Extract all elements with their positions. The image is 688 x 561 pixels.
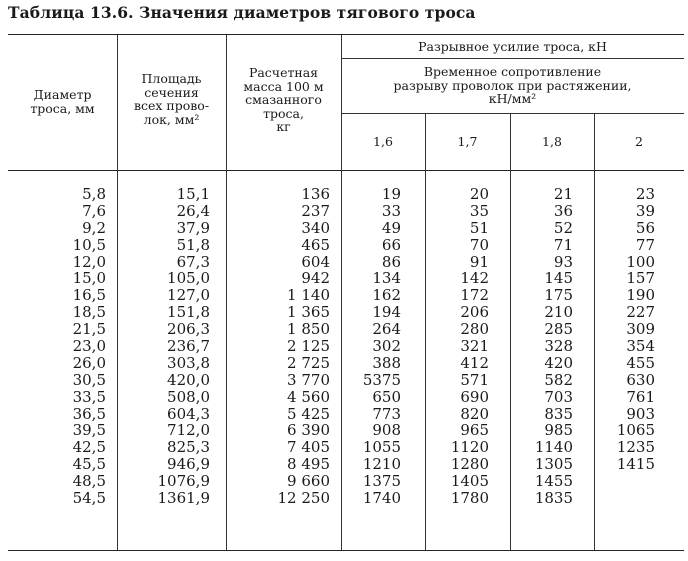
table-cell: 650 — [372, 387, 401, 406]
table-cell: 1455 — [534, 472, 573, 491]
table-cell: 35 — [469, 201, 489, 220]
table-cell: 835 — [544, 404, 573, 423]
table-cell: 1280 — [450, 455, 489, 474]
table-cell: 465 — [301, 235, 330, 254]
table-cell: 388 — [372, 353, 401, 372]
table-cell: 1055 — [362, 438, 401, 457]
table-cell: 1235 — [616, 438, 655, 457]
table-cell: 1210 — [362, 455, 401, 474]
table-cell: 965 — [460, 421, 489, 440]
table-cell: 285 — [544, 320, 573, 339]
header-strength-1-8: 1,8 — [542, 134, 562, 149]
table-cell: 151,8 — [167, 303, 210, 322]
header-strength-1-6: 1,6 — [373, 134, 393, 149]
table-cell: 21 — [553, 185, 573, 203]
table-cell: 321 — [460, 337, 489, 356]
column-force-2 — [594, 186, 655, 507]
table-cell: 8 495 — [287, 455, 330, 474]
table-cell: 340 — [301, 218, 330, 237]
table-cell: 42,5 — [72, 438, 106, 457]
header-tensile-strength: Временное сопротивление разрыву проволок при растяжении, кН/мм² — [393, 64, 632, 106]
table-cell: 455 — [626, 353, 655, 372]
table-cell: 582 — [544, 370, 573, 389]
table-cell: 942 — [301, 269, 330, 288]
table-cell: 1405 — [450, 472, 489, 491]
table-cell — [594, 490, 655, 507]
table-cell: 1740 — [362, 489, 401, 508]
table-cell: 37,9 — [176, 218, 210, 237]
group-header-rule — [341, 58, 684, 59]
header-strength-2: 2 — [635, 134, 643, 149]
table-cell: 303,8 — [167, 353, 210, 372]
table-cell: 237 — [301, 201, 330, 220]
table-cell: 52 — [553, 218, 573, 237]
table-cell: 825,3 — [167, 438, 210, 457]
table-cell: 508,0 — [167, 387, 210, 406]
table-cell: 36 — [553, 201, 573, 220]
table-cell: 19 — [381, 185, 401, 203]
table-cell: 328 — [544, 337, 573, 356]
table-cell: 127,0 — [167, 286, 210, 305]
table-cell: 15,1 — [176, 185, 210, 203]
table-cell: 145 — [544, 269, 573, 288]
header-area: Площадь сечения всех прово- лок, мм² — [133, 71, 210, 127]
table-cell: 1305 — [534, 455, 573, 474]
table-cell: 77 — [635, 235, 655, 254]
table-cell: 23 — [635, 185, 655, 203]
table-cell: 18,5 — [72, 303, 106, 322]
table-cell: 49 — [381, 218, 401, 237]
table-cell: 54,5 — [72, 489, 106, 508]
table-cell: 1 850 — [287, 320, 330, 339]
table-cell: 236,7 — [167, 337, 210, 356]
table-cell: 5,8 — [82, 185, 106, 203]
table-cell: 33,5 — [72, 387, 106, 406]
table-cell: 21,5 — [72, 320, 106, 339]
table-cell: 142 — [460, 269, 489, 288]
table-cell: 2 725 — [287, 353, 330, 372]
table-cell: 1120 — [450, 438, 489, 457]
table-cell: 604,3 — [167, 404, 210, 423]
table-cell: 206 — [460, 303, 489, 322]
table-cell: 1140 — [534, 438, 573, 457]
table-cell: 12,0 — [72, 252, 106, 271]
column-force-1-8 — [510, 186, 573, 507]
table-cell: 194 — [372, 303, 401, 322]
table-cell: 604 — [301, 252, 330, 271]
table-cell: 761 — [626, 387, 655, 406]
table-cell: 6 390 — [287, 421, 330, 440]
table-cell: 4 560 — [287, 387, 330, 406]
table-cell: 70 — [469, 235, 489, 254]
column-force-1-7 — [425, 186, 489, 507]
table-cell: 15,0 — [72, 269, 106, 288]
table-cell: 23,0 — [72, 337, 106, 356]
table-cell: 820 — [460, 404, 489, 423]
table-cell: 20 — [469, 185, 489, 203]
table-cell: 26,0 — [72, 353, 106, 372]
table-cell: 12 250 — [277, 489, 330, 508]
table-cell: 5375 — [362, 370, 401, 389]
table-cell: 420,0 — [167, 370, 210, 389]
table-cell: 302 — [372, 337, 401, 356]
table-cell: 51 — [469, 218, 489, 237]
table-cell: 100 — [626, 252, 655, 271]
table-cell: 10,5 — [72, 235, 106, 254]
table-cell: 903 — [626, 404, 655, 423]
table-cell: 2 125 — [287, 337, 330, 356]
top-rule — [8, 34, 684, 35]
table-cell: 1415 — [616, 455, 655, 474]
table-cell: 91 — [469, 252, 489, 271]
table-cell: 93 — [553, 252, 573, 271]
table-cell: 1375 — [362, 472, 401, 491]
table-cell: 712,0 — [167, 421, 210, 440]
table-cell: 56 — [635, 218, 655, 237]
table-cell: 9 660 — [287, 472, 330, 491]
table-cell: 86 — [381, 252, 401, 271]
table-cell: 1065 — [616, 421, 655, 440]
table-cell: 630 — [626, 370, 655, 389]
table-cell: 157 — [626, 269, 655, 288]
table-cell: 908 — [372, 421, 401, 440]
table-cell: 1780 — [450, 489, 489, 508]
column-force-1-6 — [341, 186, 401, 507]
table-cell: 175 — [544, 286, 573, 305]
table-cell: 3 770 — [287, 370, 330, 389]
table-cell: 1076,9 — [157, 472, 210, 491]
table-cell: 30,5 — [72, 370, 106, 389]
table-cell: 420 — [544, 353, 573, 372]
table-cell: 33 — [381, 201, 401, 220]
table-cell: 36,5 — [72, 404, 106, 423]
table-cell: 1 140 — [287, 286, 330, 305]
table-cell: 946,9 — [167, 455, 210, 474]
table-cell: 571 — [460, 370, 489, 389]
table-cell: 48,5 — [72, 472, 106, 491]
table-cell: 66 — [381, 235, 401, 254]
table-cell: 1361,9 — [157, 489, 210, 508]
table-cell: 45,5 — [72, 455, 106, 474]
table-cell: 985 — [544, 421, 573, 440]
table-cell: 280 — [460, 320, 489, 339]
table-cell: 7,6 — [82, 201, 106, 220]
table-cell: 26,4 — [176, 201, 210, 220]
header-rule — [8, 170, 684, 171]
table-caption: Таблица 13.6. Значения диаметров тягового троса — [8, 3, 476, 22]
table-cell: 1 365 — [287, 303, 330, 322]
column-diameter — [8, 186, 106, 507]
table-cell: 264 — [372, 320, 401, 339]
table-cell: 172 — [460, 286, 489, 305]
header-mass: Расчетная масса 100 м смазанного троса, кг — [243, 65, 324, 134]
subgroup-header-rule — [341, 113, 684, 114]
table-cell: 1835 — [534, 489, 573, 508]
table-cell: 227 — [626, 303, 655, 322]
table-cell: 210 — [544, 303, 573, 322]
table-cell: 162 — [372, 286, 401, 305]
column-area — [117, 186, 210, 507]
header-breaking-force: Разрывное усилие троса, кН — [418, 39, 607, 54]
table-cell: 5 425 — [287, 404, 330, 423]
table-cell: 206,3 — [167, 320, 210, 339]
table-cell: 134 — [372, 269, 401, 288]
table-cell: 690 — [460, 387, 489, 406]
column-mass — [226, 186, 330, 507]
table-cell: 412 — [460, 353, 489, 372]
table-cell: 136 — [301, 185, 330, 203]
table-cell: 105,0 — [167, 269, 210, 288]
bottom-rule — [8, 550, 684, 551]
table-cell: 16,5 — [72, 286, 106, 305]
header-diameter: Диаметр троса, мм — [30, 87, 95, 116]
table-cell: 354 — [626, 337, 655, 356]
table-cell: 39,5 — [72, 421, 106, 440]
table-cell — [594, 473, 655, 490]
table-cell: 773 — [372, 404, 401, 423]
table-cell: 51,8 — [176, 235, 210, 254]
header-strength-1-7: 1,7 — [457, 134, 478, 149]
table-cell: 703 — [544, 387, 573, 406]
table-cell: 71 — [553, 235, 573, 254]
table-cell: 7 405 — [287, 438, 330, 457]
table-cell: 309 — [626, 320, 655, 339]
table-cell: 190 — [626, 286, 655, 305]
table-cell: 9,2 — [82, 218, 106, 237]
table-cell: 39 — [635, 201, 655, 220]
table-cell: 67,3 — [176, 252, 210, 271]
